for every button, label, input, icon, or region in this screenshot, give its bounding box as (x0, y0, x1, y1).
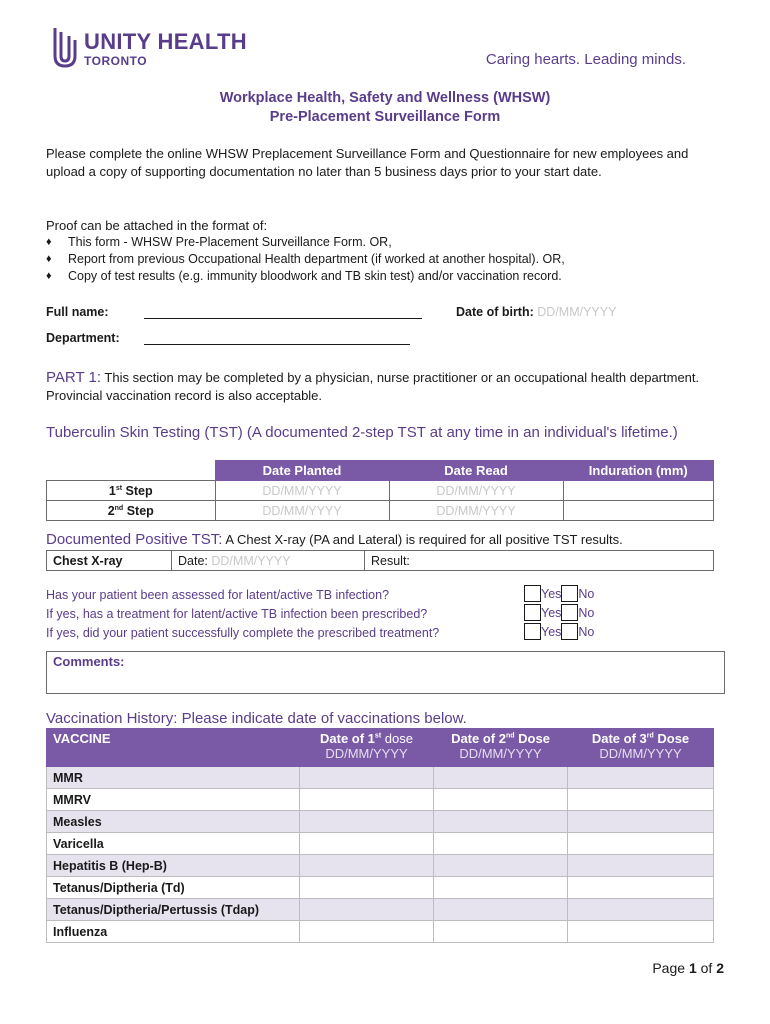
question-assessed: Has your patient been assessed for latent/active TB infection? (46, 588, 390, 602)
diamond-bullet-icon: ♦ (46, 236, 52, 248)
table-row (47, 855, 714, 877)
dose1-cell[interactable] (300, 899, 434, 921)
logo-subtitle: TORONTO (84, 54, 148, 68)
col-induration: Induration (mm) (563, 461, 714, 481)
col-date-planted: Date Planted (215, 461, 389, 481)
page-number: Page 1 of 2 (652, 960, 724, 976)
col-vaccine: VACCINE (47, 729, 300, 767)
table-row (47, 877, 714, 899)
step1-date-read[interactable]: DD/MM/YYYY (389, 481, 563, 501)
vaccine-name: Tetanus/Diptheria/Pertussis (Tdap) (47, 899, 300, 921)
chest-xray-result[interactable]: Result: (365, 551, 714, 571)
question-treatment: If yes, has a treatment for latent/active TB infection been prescribed? (46, 607, 428, 621)
vaccine-name: MMRV (47, 789, 300, 811)
dose1-cell[interactable] (300, 833, 434, 855)
diamond-bullet-icon: ♦ (46, 253, 52, 265)
form-title-line2: Pre-Placement Surveillance Form (269, 109, 501, 125)
tst-table (46, 460, 714, 521)
table-row (47, 921, 714, 943)
positive-tst-heading: Documented Positive TST: (46, 531, 223, 548)
full-name-field[interactable] (144, 318, 422, 319)
dose2-cell[interactable] (434, 899, 568, 921)
table-row (47, 789, 714, 811)
answer-row: Yes No (524, 604, 594, 622)
yes-checkbox[interactable] (524, 604, 541, 621)
table-row (47, 501, 714, 521)
dose3-cell[interactable] (568, 767, 714, 789)
answer-row: Yes No (524, 585, 594, 603)
proof-heading: Proof can be attached in the format of: (46, 218, 268, 233)
step2-date-planted[interactable]: DD/MM/YYYY (215, 501, 389, 521)
question-completed: If yes, did your patient successfully complete the prescribed treatment? (46, 626, 440, 640)
proof-item: ♦ Report from previous Occupational Health department (if worked at another hospital). OR, (46, 252, 565, 266)
row-label-step1: 1st Step (47, 481, 216, 501)
table-row (47, 833, 714, 855)
chest-xray-table (46, 550, 714, 571)
col-dose3: Date of 3rd Dose DD/MM/YYYY (568, 729, 714, 767)
vaccine-name: Influenza (47, 921, 300, 943)
no-checkbox[interactable] (561, 585, 578, 602)
chest-xray-label: Chest X-ray (47, 551, 172, 571)
department-field[interactable] (144, 344, 410, 345)
dose3-cell[interactable] (568, 789, 714, 811)
dose2-cell[interactable] (434, 789, 568, 811)
dose2-cell[interactable] (434, 855, 568, 877)
table-row (47, 899, 714, 921)
dose3-cell[interactable] (568, 855, 714, 877)
dose3-cell[interactable] (568, 811, 714, 833)
vaccine-name: Measles (47, 811, 300, 833)
dose2-cell[interactable] (434, 811, 568, 833)
dose3-cell[interactable] (568, 921, 714, 943)
vaccine-name: MMR (47, 767, 300, 789)
dose1-cell[interactable] (300, 789, 434, 811)
dose2-cell[interactable] (434, 877, 568, 899)
chest-xray-date[interactable]: Date: DD/MM/YYYY (172, 551, 365, 571)
logo-title: UNITY HEALTH (84, 29, 247, 54)
unity-health-logo (52, 26, 262, 70)
dose1-cell[interactable] (300, 811, 434, 833)
vaccination-heading: Vaccination History: Please indicate date of vaccinations below. (46, 710, 467, 727)
tagline: Caring hearts. Leading minds. (485, 51, 686, 68)
dose3-cell[interactable] (568, 877, 714, 899)
comments-label: Comments: (53, 654, 125, 669)
dose1-cell[interactable] (300, 921, 434, 943)
row-label-step2: 2nd Step (47, 501, 216, 521)
dose3-cell[interactable] (568, 899, 714, 921)
form-title-line1: Workplace Health, Safety and Wellness (WHSW) (219, 90, 551, 106)
step2-induration[interactable] (563, 501, 714, 521)
diamond-bullet-icon: ♦ (46, 270, 52, 282)
vaccination-table (46, 728, 714, 943)
full-name-label: Full name: (46, 305, 109, 319)
vaccine-name: Hepatitis B (Hep-B) (47, 855, 300, 877)
dob-label: Date of birth: DD/MM/YYYY (456, 305, 617, 319)
part1-label: PART 1: (46, 369, 102, 386)
dose2-cell[interactable] (434, 833, 568, 855)
dose1-cell[interactable] (300, 877, 434, 899)
vaccine-name: Varicella (47, 833, 300, 855)
dose3-cell[interactable] (568, 833, 714, 855)
yes-checkbox[interactable] (524, 623, 541, 640)
part1-text: PART 1: This section may be completed by a physician, nurse practitioner or an occupational health department. Provincial vaccination record is also acceptable. (46, 369, 700, 403)
proof-item: ♦ This form - WHSW Pre-Placement Surveillance Form. OR, (46, 235, 392, 249)
comments-box[interactable] (46, 651, 725, 694)
proof-item: ♦ Copy of test results (e.g. immunity bloodwork and TB skin test) and/or vaccination record. (46, 269, 562, 283)
dose2-cell[interactable] (434, 767, 568, 789)
table-row (47, 811, 714, 833)
table-row (47, 481, 714, 501)
proof-list (46, 234, 726, 285)
tst-heading: Tuberculin Skin Testing (TST) (A documented 2-step TST at any time in an individual's lifetime.) (46, 424, 678, 441)
dob-field[interactable]: DD/MM/YYYY (537, 305, 617, 319)
vaccine-name: Tetanus/Diptheria (Td) (47, 877, 300, 899)
step1-induration[interactable] (563, 481, 714, 501)
step1-date-planted[interactable]: DD/MM/YYYY (215, 481, 389, 501)
no-checkbox[interactable] (561, 623, 578, 640)
table-row (47, 767, 714, 789)
logo-mark-icon (52, 26, 78, 68)
col-dose1: Date of 1st dose DD/MM/YYYY (300, 729, 434, 767)
intro-paragraph: Please complete the online WHSW Preplacement Surveillance Form and Questionnaire for new employees and upload a copy of supporting documentation no later than 5 business days prior to your start date. (46, 146, 689, 179)
yes-checkbox[interactable] (524, 585, 541, 602)
answer-row: Yes No (524, 623, 594, 641)
no-checkbox[interactable] (561, 604, 578, 621)
step2-date-read[interactable]: DD/MM/YYYY (389, 501, 563, 521)
col-dose2: Date of 2nd Dose DD/MM/YYYY (434, 729, 568, 767)
col-date-read: Date Read (389, 461, 563, 481)
dose1-cell[interactable] (300, 767, 434, 789)
department-label: Department: (46, 331, 120, 345)
dose2-cell[interactable] (434, 921, 568, 943)
dose1-cell[interactable] (300, 855, 434, 877)
positive-tst-line: Documented Positive TST: A Chest X-ray (PA and Lateral) is required for all positive TST results. (46, 531, 623, 548)
